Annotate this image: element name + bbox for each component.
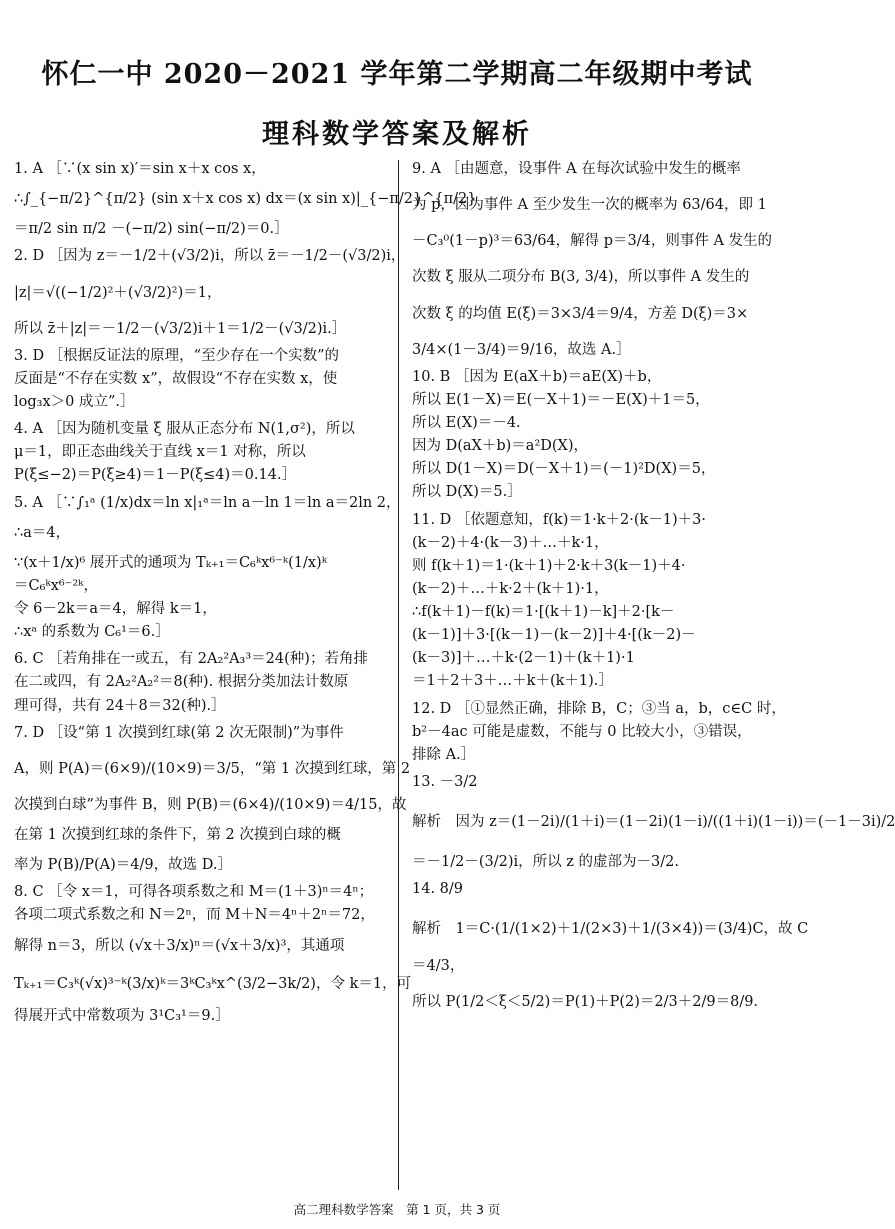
answer-item [412,700,786,764]
answer-line: 所以 D(X)＝5.］ [412,484,522,501]
answer-line: 5. A ［∵∫₁ᵃ (1/x)dx＝ln x|₁ᵃ＝ln a－ln 1＝ln a＝2ln 2， [14,494,401,511]
answer-line: 次数 ξ 服从二项分布 B(3, 3/4)，所以事件 A 发生的 [412,269,750,286]
answer-line: 所以 P(1/2＜ξ＜5/2)＝P(1)＋P(2)＝2/3＋2/9＝8/9. [412,993,759,1010]
answer-line: μ＝1，即正态曲线关于直线 x＝1 对称，所以 [14,444,306,461]
answer-line: A，则 P(A)＝(6×9)/(10×9)＝3/5，“第 1 次摸到红球，第 2 [14,760,411,777]
answer-line: ∵(x＋1/x)⁶ 展开式的通项为 Tₖ₊₁＝C₆ᵏx⁶⁻ᵏ(1/x)ᵏ [14,554,327,571]
answer-line: 1. A ［∵(x sin x)′＝sin x＋x cos x， [14,161,266,177]
answer-line: ∴∫_{−π/2}^{π/2} (sin x＋x cos x) dx＝(x sin x)|_{−π/2}^{π/2} [14,191,477,208]
answer-line: (k－3)]＋…＋k·(2－1)＋(k＋1)·1 [412,650,635,667]
answer-item [14,883,412,1025]
answer-line: 3/4×(1－3/4)＝9/16，故选 A.］ [412,341,631,358]
answer-line: 11. D ［依题意知，f(k)＝1·k＋2·(k－1)＋3· [412,511,706,528]
answer-line: 9. A ［由题意，设事件 A 在每次试验中发生的概率 [412,161,741,177]
answer-line: ＝π/2 sin π/2 －(−π/2) sin(−π/2)＝0.］ [14,221,289,238]
answer-line: (k－2)＋…＋k·2＋(k＋1)·1， [412,580,609,597]
page-subtitle: 理科数学答案及解析 [262,119,532,150]
answer-line: 解析 1＝C·(1/(1×2)＋1/(2×3)＋1/(3×4))＝(3/4)C，故 C [412,921,809,938]
answer-item [14,160,477,238]
answer-line: 解得 n＝3，所以 (√x＋3/x)ⁿ＝(√x＋3/x)³，其通项 [14,937,345,954]
answer-line: 令 6－2k＝a＝4，解得 k＝1， [14,601,217,617]
answer-line: ＝C₆ᵏx⁶⁻²ᵏ， [14,577,98,594]
answer-line: 6. C ［若角排在一或五，有 2A₂²A₃³＝24(种)；若角排 [14,651,368,668]
answer-line: 率为 P(B)/P(A)＝4/9，故选 D.］ [14,857,232,874]
answer-line: 所以 E(1－X)＝E(－X＋1)＝－E(X)＋1＝5， [412,391,710,408]
answer-line: 7. D ［设“第 1 次摸到红球(第 2 次无限制)”为事件 [14,724,344,741]
answer-line: 理可得，共有 24＋8＝32(种).］ [14,697,226,714]
answer-line: P(ξ≤−2)＝P(ξ≥4)＝1－P(ξ≤4)＝0.14.］ [14,467,297,484]
answer-line: 2. D ［因为 z＝－1/2＋(√3/2)i，所以 z̄＝－1/2－(√3/2)i， [14,248,406,265]
answer-line: 得展开式中常数项为 3¹C₃¹＝9.］ [14,1007,230,1024]
answer-line: 所以 z̄＋|z|＝－1/2－(√3/2)i＋1＝1/2－(√3/2)i.］ [14,320,347,337]
answer-item [14,247,406,337]
answer-line: 14. 8/9 [412,881,464,898]
answer-line: ＝4/3， [412,957,465,974]
answer-line: ＝1＋2＋3＋…＋k＋(k＋1).］ [412,673,613,690]
answer-line: －C₃⁰(1－p)³＝63/64，解得 p＝3/4，则事件 A 发生的 [412,233,773,250]
answer-item [14,650,388,714]
answer-line: 在二或四，有 2A₂²A₂²＝8(种). 根据分类加法计数原 [14,674,349,691]
answer-line: (k－2)＋4·(k－3)＋…＋k·1， [412,534,609,551]
answer-line: 次数 ξ 的均值 E(ξ)＝3×3/4＝9/4，方差 D(ξ)＝3× [412,305,749,322]
answer-line: 则 f(k＋1)＝1·(k＋1)＋2·k＋3(k－1)＋4· [412,557,686,574]
answer-line: 12. D ［①显然正确，排除 B，C；③当 a，b，c∈C 时， [412,700,786,717]
answer-line: 3. D ［根据反证法的原理，“至少存在一个实数”的 [14,347,340,364]
answer-item [14,347,388,411]
answer-line: (k－1)]＋3·[(k－1)－(k－2)]＋4·[(k－2)－ [412,627,696,644]
answer-line: ＝－1/2－(3/2)i，所以 z 的虚部为－3/2. [412,854,679,871]
answer-line: ∴f(k＋1)－f(k)＝1·[(k＋1)－k]＋2·[k－ [412,604,675,620]
answer-line: 所以 D(1－X)＝D(－X＋1)＝(－1)²D(X)＝5， [412,461,716,478]
answer-line: 13. －3/2 [412,773,478,790]
answer-item [14,420,388,484]
answer-item [14,724,411,875]
answer-item [412,773,895,871]
answer-line: 各项二项式系数之和 N＝2ⁿ，而 M＋N＝4ⁿ＋2ⁿ＝72， [14,907,375,924]
answer-line: b²－4ac 可能是虚数，不能与 0 比较大小，③错误， [412,723,752,740]
answer-line: Tₖ₊₁＝C₃ᵏ(√x)³⁻ᵏ(3/x)ᵏ＝3ᵏC₃ᵏx^(3/2−3k/2)，令 k＝1，可 [14,975,412,992]
answer-line: 次摸到白球”为事件 B，则 P(B)＝(6×4)/(10×9)＝4/15，故 [14,796,407,813]
answer-line: 4. A ［因为随机变量 ξ 服从正态分布 N(1,σ²)，所以 [14,421,355,438]
answer-line: |z|＝√((−1/2)²＋(√3/2)²)＝1， [14,284,222,301]
answer-line: log₃x＞0 成立”.］ [14,394,135,410]
answer-line: 10. B ［因为 E(aX＋b)＝aE(X)＋b， [412,368,662,385]
answer-line: 反面是“不存在实数 x”，故假设“不存在实数 x，使 [14,370,338,387]
answer-line: 排除 A.］ [412,746,476,763]
answer-line: 8. C ［令 x＝1，可得各项系数之和 M＝(1＋3)ⁿ＝4ⁿ； [14,884,374,901]
answer-item [14,494,401,642]
answer-line: 所以 E(X)＝－4. [412,415,521,431]
column-divider [398,160,399,1190]
answer-line: 在第 1 次摸到红球的条件下，第 2 次摸到白球的概 [14,827,341,843]
answer-item [412,368,782,502]
answer-item [412,880,809,1011]
answer-item [412,511,782,691]
page-title: 怀仁一中 2020－2021 学年第二学期高二年级期中考试 [41,59,753,90]
answer-line: 解析 因为 z＝(1－2i)/(1＋i)＝(1－2i)(1－i)/((1＋i)(1－i))＝(－1－3i)/2 [412,814,895,830]
answer-line: 因为 D(aX＋b)＝a²D(X)， [412,438,589,455]
answer-line: 为 p，因为事件 A 至少发生一次的概率为 63/64，即 1 [412,197,767,214]
answer-line: ∴a＝4， [14,524,71,541]
right-column [412,160,895,1190]
answer-item [412,160,782,359]
answer-line: ∴xᵃ 的系数为 C₆¹＝6.］ [14,624,170,641]
page-footer: 高二理科数学答案 第 1 页，共 3 页 [293,1202,501,1217]
